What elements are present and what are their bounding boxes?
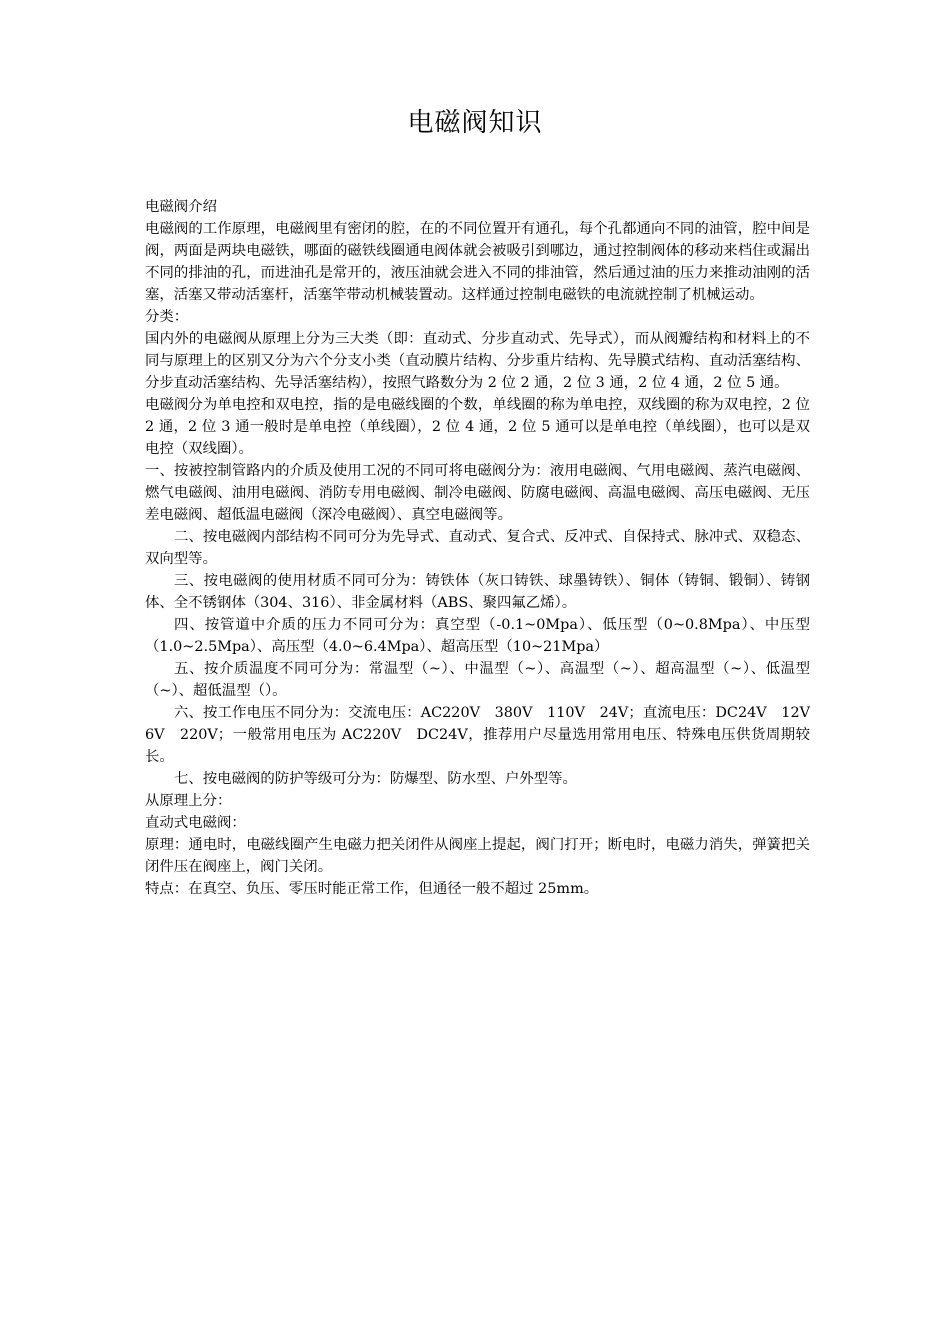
heading-intro: 电磁阀介绍: [145, 199, 217, 215]
paragraph-by-material: 三、按电磁阀的使用材质不同可分为：铸铁体（灰口铸铁、球墨铸铁）、铜体（铸铜、锻铜）、铸钢体、全不锈钢体（304、316）、非金属材料（ABS、聚四氟乙烯）。: [145, 573, 810, 611]
paragraph-single-double-control: 电磁阀分为单电控和双电控，指的是电磁线圈的个数，单线圈的称为单电控，双线圈的称为双电控，2 位 2 通，2 位 3 通一般时是单电控（单线圈），2 位 4 通，2 位 5 通可以是单电控（单线圈），也可以是双电控（双线圈）。: [145, 397, 810, 457]
heading-classification: 分类：: [145, 309, 189, 325]
paragraph-by-protection: 七、按电磁阀的防护等级可分为：防爆型、防水型、户外型等。: [174, 771, 577, 787]
paragraph-by-temperature: 五、按介质温度不同可分为：常温型（~）、中温型（~）、高温型（~）、超高温型（~）、低温型（~）、超低温型（）。: [145, 661, 810, 699]
heading-by-principle: 从原理上分：: [145, 793, 232, 809]
paragraph-direct-principle: 原理：通电时，电磁线圈产生电磁力把关闭件从阀座上提起，阀门打开；断电时，电磁力消失，弹簧把关闭件压在阀座上，阀门关闭。: [145, 837, 810, 875]
paragraph-by-medium: 一、按被控制管路内的介质及使用工况的不同可将电磁阀分为：液用电磁阀、气用电磁阀、蒸汽电磁阀、燃气电磁阀、油用电磁阀、消防专用电磁阀、制冷电磁阀、防腐电磁阀、高温电磁阀、高压电磁阀、无压差电磁阀、超低温电磁阀（深冷电磁阀）、真空电磁阀等。: [145, 463, 810, 523]
heading-direct-acting: 直动式电磁阀：: [145, 815, 246, 831]
paragraph-by-pressure: 四、按管道中介质的压力不同可分为：真空型（-0.1~0Mpa）、低压型（0~0.8Mpa）、中压型（1.0~2.5Mpa）、高压型（4.0~6.4Mpa）、超高压型（10~21Mpa）: [145, 617, 810, 655]
paragraph-working-principle: 电磁阀的工作原理，电磁阀里有密闭的腔，在的不同位置开有通孔，每个孔都通向不同的油管，腔中间是阀，两面是两块电磁铁，哪面的磁铁线圈通电阀体就会被吸引到哪边，通过控制阀体的移动来档住或漏出不同的排油的孔，而进油孔是常开的，液压油就会进入不同的排油管，然后通过油的压力来推动油刚的活塞，活塞又带动活塞杆，活塞竿带动机械装置动。这样通过控制电磁铁的电流就控制了机械运动。: [145, 221, 810, 303]
paragraph-three-categories: 国内外的电磁阀从原理上分为三大类（即：直动式、分步直动式、先导式），而从阀瓣结构和材料上的不同与原理上的区别又分为六个分支小类（直动膜片结构、分步重片结构、先导膜式结构、直动活塞结构、分步直动活塞结构、先导活塞结构），按照气路数分为 2 位 2 通，2 位 3 通，2 位 4 通，2 位 5 通。: [145, 331, 810, 391]
paragraph-by-voltage: 六、按工作电压不同分为：交流电压：AC220V 380V 110V 24V；直流电压：DC24V 12V 6V 220V；一般常用电压为 AC220V DC24V，推荐用户尽量选用常用电压、特殊电压供货周期较长。: [145, 705, 825, 765]
paragraph-by-structure: 二、按电磁阀内部结构不同可分为先导式、直动式、复合式、反冲式、自保持式、脉冲式、双稳态、双向型等。: [145, 529, 810, 567]
paragraph-direct-features: 特点：在真空、负压、零压时能正常工作，但通径一般不超过 25mm。: [145, 881, 599, 897]
document-body: [145, 196, 825, 900]
document-title: 电磁阀知识: [407, 108, 543, 138]
